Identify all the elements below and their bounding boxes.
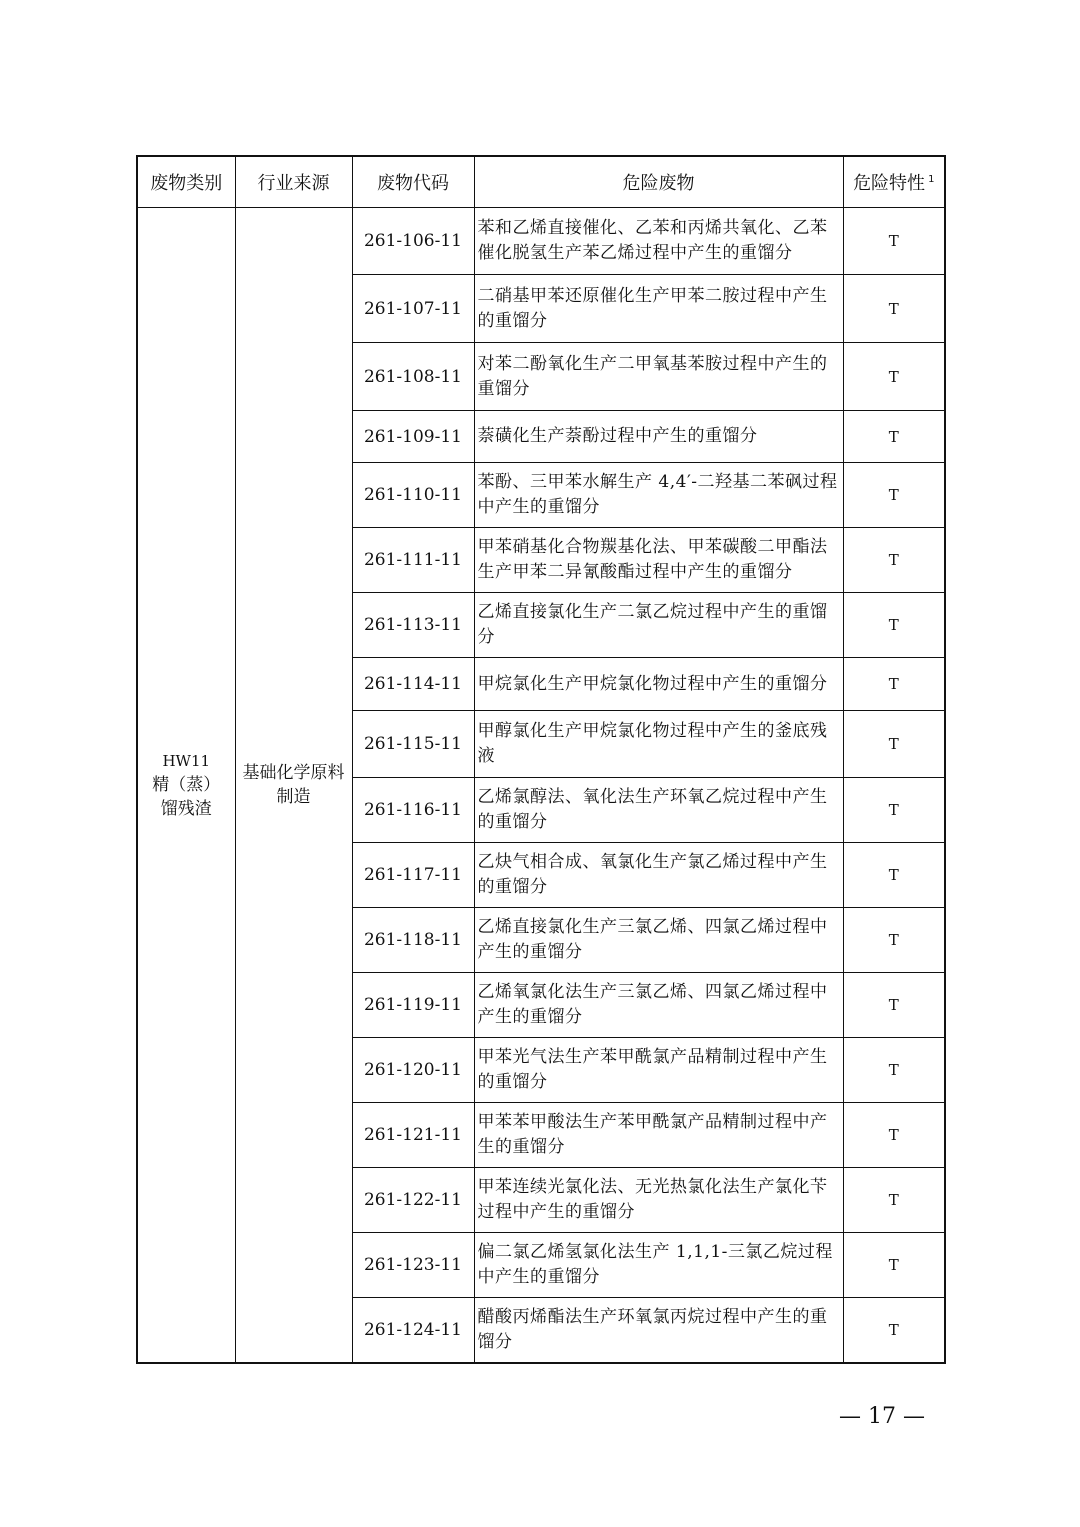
hazard-characteristic: T [843, 778, 945, 843]
header-characteristic [843, 156, 945, 208]
waste-code: 261-107-11 [352, 275, 474, 343]
waste-code: 261-122-11 [352, 1168, 474, 1233]
hazard-characteristic: T [843, 528, 945, 593]
waste-description: 甲烷氯化生产甲烷氯化物过程中产生的重馏分 [474, 658, 843, 711]
waste-code: 261-119-11 [352, 973, 474, 1038]
hazard-characteristic: T [843, 411, 945, 463]
waste-code: 261-114-11 [352, 658, 474, 711]
waste-description: 甲苯光气法生产苯甲酰氯产品精制过程中产生的重馏分 [474, 1038, 843, 1103]
waste-code: 261-110-11 [352, 463, 474, 528]
header-source: 行业来源 [235, 156, 352, 208]
waste-description: 二硝基甲苯还原催化生产甲苯二胺过程中产生的重馏分 [474, 275, 843, 343]
waste-code: 261-116-11 [352, 778, 474, 843]
waste-description: 苯酚、三甲苯水解生产 4,4′-二羟基二苯砜过程中产生的重馏分 [474, 463, 843, 528]
waste-description: 乙烯直接氯化生产三氯乙烯、四氯乙烯过程中产生的重馏分 [474, 908, 843, 973]
header-characteristic-label: 危险特性 [853, 173, 926, 194]
hazard-characteristic: T [843, 208, 945, 275]
hazard-characteristic: T [843, 343, 945, 411]
waste-description: 乙烯氯醇法、氧化法生产环氧乙烷过程中产生的重馏分 [474, 778, 843, 843]
waste-code: 261-118-11 [352, 908, 474, 973]
hazard-characteristic: T [843, 593, 945, 658]
hazard-characteristic: T [843, 1168, 945, 1233]
hazardous-waste-table [136, 155, 946, 1364]
waste-description: 乙烯直接氯化生产二氯乙烷过程中产生的重馏分 [474, 593, 843, 658]
hazard-characteristic: T [843, 908, 945, 973]
waste-code: 261-109-11 [352, 411, 474, 463]
footnote-marker: 1 [928, 174, 935, 185]
industry-source: 基础化学原料制造 [242, 762, 345, 807]
waste-description: 乙炔气相合成、氧氯化生产氯乙烯过程中产生的重馏分 [474, 843, 843, 908]
waste-code: 261-108-11 [352, 343, 474, 411]
waste-code: 261-123-11 [352, 1233, 474, 1298]
hazard-characteristic: T [843, 275, 945, 343]
waste-code: 261-117-11 [352, 843, 474, 908]
waste-description: 甲苯硝基化合物羰基化法、甲苯碳酸二甲酯法生产甲苯二异氰酸酯过程中产生的重馏分 [474, 528, 843, 593]
waste-code: 261-121-11 [352, 1103, 474, 1168]
waste-description: 乙烯氧氯化法生产三氯乙烯、四氯乙烯过程中产生的重馏分 [474, 973, 843, 1038]
waste-code: 261-106-11 [352, 208, 474, 275]
hazard-characteristic: T [843, 463, 945, 528]
hazard-characteristic: T [843, 1038, 945, 1103]
waste-code: 261-111-11 [352, 528, 474, 593]
table-body [137, 208, 945, 1363]
waste-description: 萘磺化生产萘酚过程中产生的重馏分 [474, 411, 843, 463]
header-code: 废物代码 [352, 156, 474, 208]
waste-description: 苯和乙烯直接催化、乙苯和丙烯共氧化、乙苯催化脱氢生产苯乙烯过程中产生的重馏分 [474, 208, 843, 275]
waste-description: 甲苯连续光氯化法、无光热氯化法生产氯化苄过程中产生的重馏分 [474, 1168, 843, 1233]
hazard-characteristic: T [843, 1233, 945, 1298]
waste-code: 261-113-11 [352, 593, 474, 658]
waste-code: 261-120-11 [352, 1038, 474, 1103]
waste-code: 261-115-11 [352, 711, 474, 778]
category-cell [137, 208, 235, 1363]
hazard-characteristic: T [843, 658, 945, 711]
header-category: 废物类别 [137, 156, 235, 208]
category-code: HW11 [162, 751, 211, 770]
waste-description: 甲苯苯甲酸法生产苯甲酰氯产品精制过程中产生的重馏分 [474, 1103, 843, 1168]
waste-description: 醋酸丙烯酯法生产环氧氯丙烷过程中产生的重馏分 [474, 1298, 843, 1363]
category-name: 精（蒸）馏残渣 [152, 774, 221, 819]
hazard-characteristic: T [843, 1103, 945, 1168]
hazard-characteristic: T [843, 973, 945, 1038]
table-row [137, 208, 945, 275]
hazard-characteristic: T [843, 843, 945, 908]
waste-description: 偏二氯乙烯氢氯化法生产 1,1,1-三氯乙烷过程中产生的重馏分 [474, 1233, 843, 1298]
waste-description: 对苯二酚氧化生产二甲氧基苯胺过程中产生的重馏分 [474, 343, 843, 411]
waste-description: 甲醇氯化生产甲烷氯化物过程中产生的釜底残液 [474, 711, 843, 778]
waste-code: 261-124-11 [352, 1298, 474, 1363]
hazard-characteristic: T [843, 711, 945, 778]
hazard-characteristic: T [843, 1298, 945, 1363]
source-cell [235, 208, 352, 1363]
header-waste: 危险废物 [474, 156, 843, 208]
page-number: — 17 — [839, 1404, 925, 1429]
header-row [137, 156, 945, 208]
